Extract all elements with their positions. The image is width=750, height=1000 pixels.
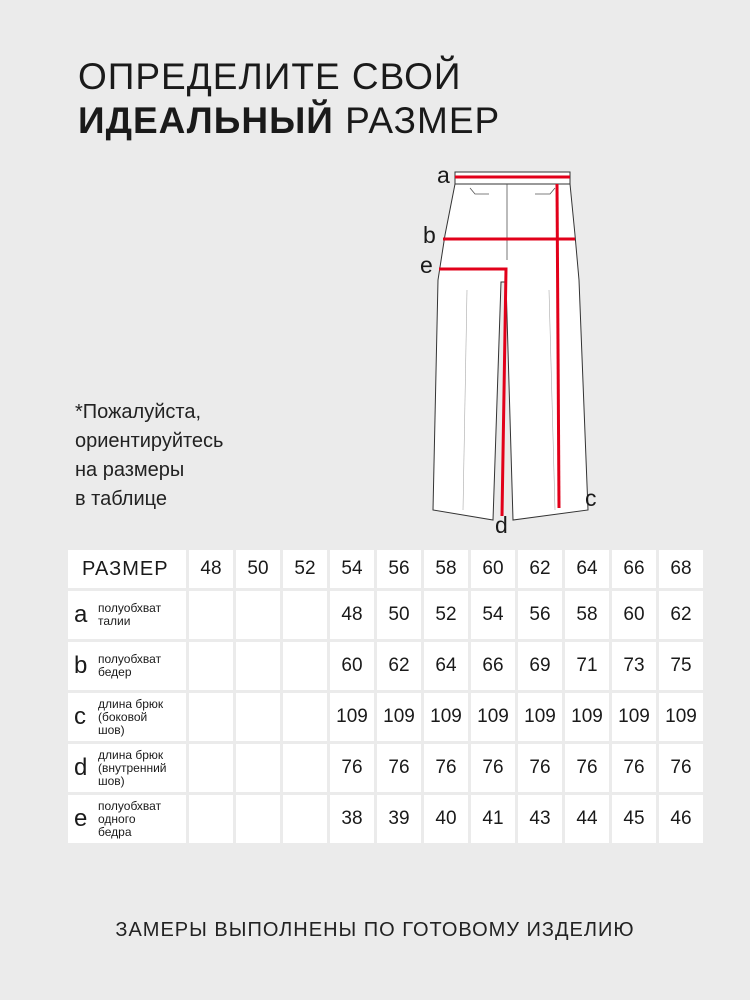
size-56: 56 bbox=[377, 550, 421, 588]
table-cell: 76 bbox=[612, 744, 656, 792]
table-cell: 76 bbox=[424, 744, 468, 792]
table-cell bbox=[283, 642, 327, 690]
table-cell: 60 bbox=[612, 591, 656, 639]
note-line-3: на размеры bbox=[75, 459, 185, 481]
table-cell: 76 bbox=[471, 744, 515, 792]
table-cell: 38 bbox=[330, 795, 374, 843]
table-cell: 45 bbox=[612, 795, 656, 843]
note-line-1: *Пожалуйста, bbox=[75, 401, 202, 423]
table-cell: 109 bbox=[377, 693, 421, 741]
table-cell bbox=[189, 642, 233, 690]
title-line-1: ОПРЕДЕЛИТЕ СВОЙ bbox=[78, 56, 462, 97]
table-cell: 52 bbox=[424, 591, 468, 639]
size-header-label: РАЗМЕР bbox=[68, 550, 186, 588]
table-cell: 66 bbox=[471, 642, 515, 690]
table-cell: 60 bbox=[330, 642, 374, 690]
table-row-b bbox=[68, 642, 703, 690]
table-cell bbox=[236, 591, 280, 639]
row-letter: b bbox=[74, 652, 88, 679]
size-table bbox=[65, 547, 706, 846]
table-row-a bbox=[68, 591, 703, 639]
title-line-2 bbox=[78, 99, 500, 143]
table-cell: 75 bbox=[659, 642, 703, 690]
table-cell: 43 bbox=[518, 795, 562, 843]
table-cell: 109 bbox=[330, 693, 374, 741]
table-cell bbox=[283, 591, 327, 639]
table-cell bbox=[189, 591, 233, 639]
table-cell: 109 bbox=[471, 693, 515, 741]
row-description: полуобхват бедер bbox=[98, 652, 162, 679]
table-cell: 39 bbox=[377, 795, 421, 843]
size-note bbox=[75, 398, 223, 514]
size-header-row bbox=[68, 550, 703, 588]
row-header-e bbox=[68, 795, 186, 843]
size-58: 58 bbox=[424, 550, 468, 588]
table-cell: 62 bbox=[659, 591, 703, 639]
trousers-diagram bbox=[405, 160, 620, 545]
table-cell: 62 bbox=[377, 642, 421, 690]
row-header-d bbox=[68, 744, 186, 792]
table-cell bbox=[189, 795, 233, 843]
table-cell: 50 bbox=[377, 591, 421, 639]
row-letter: a bbox=[74, 601, 88, 628]
label-c: c bbox=[585, 485, 597, 511]
table-cell: 76 bbox=[377, 744, 421, 792]
row-description: полуобхват талии bbox=[98, 601, 162, 628]
row-description: длина брюк (внутренний шов) bbox=[98, 747, 167, 788]
size-66: 66 bbox=[612, 550, 656, 588]
table-cell bbox=[283, 795, 327, 843]
table-cell: 73 bbox=[612, 642, 656, 690]
note-line-2: ориентируйтесь bbox=[75, 430, 224, 452]
table-row-c bbox=[68, 693, 703, 741]
table-cell: 76 bbox=[565, 744, 609, 792]
size-68: 68 bbox=[659, 550, 703, 588]
table-cell bbox=[283, 744, 327, 792]
table-cell: 109 bbox=[612, 693, 656, 741]
table-cell: 109 bbox=[518, 693, 562, 741]
label-e: e bbox=[420, 252, 433, 278]
table-cell: 71 bbox=[565, 642, 609, 690]
table-row-e bbox=[68, 795, 703, 843]
table-row-d bbox=[68, 744, 703, 792]
table-cell: 76 bbox=[330, 744, 374, 792]
size-50: 50 bbox=[236, 550, 280, 588]
table-cell: 76 bbox=[659, 744, 703, 792]
table-cell bbox=[236, 693, 280, 741]
title-bold: ИДЕАЛЬНЫЙ bbox=[78, 100, 334, 141]
size-64: 64 bbox=[565, 550, 609, 588]
label-b: b bbox=[423, 222, 436, 248]
table-cell bbox=[236, 744, 280, 792]
row-letter: c bbox=[74, 703, 86, 730]
size-62: 62 bbox=[518, 550, 562, 588]
row-description: полуобхват одного бедра bbox=[98, 798, 162, 839]
row-header-c bbox=[68, 693, 186, 741]
page-title bbox=[78, 55, 500, 143]
table-cell bbox=[236, 795, 280, 843]
size-48: 48 bbox=[189, 550, 233, 588]
row-header-b bbox=[68, 642, 186, 690]
table-cell: 44 bbox=[565, 795, 609, 843]
trousers-outline bbox=[433, 184, 588, 520]
row-letter: e bbox=[74, 805, 88, 832]
table-cell bbox=[189, 693, 233, 741]
table-cell: 54 bbox=[471, 591, 515, 639]
table-cell: 69 bbox=[518, 642, 562, 690]
size-54: 54 bbox=[330, 550, 374, 588]
table-cell bbox=[236, 642, 280, 690]
table-cell bbox=[283, 693, 327, 741]
note-line-4: в таблице bbox=[75, 488, 167, 510]
footer-note: ЗАМЕРЫ ВЫПОЛНЕНЫ ПО ГОТОВОМУ ИЗДЕЛИЮ bbox=[115, 919, 635, 941]
table-cell bbox=[189, 744, 233, 792]
table-cell: 76 bbox=[518, 744, 562, 792]
size-52: 52 bbox=[283, 550, 327, 588]
size-60: 60 bbox=[471, 550, 515, 588]
measure-c-line bbox=[557, 184, 559, 508]
row-description: длина брюк (боковой шов) bbox=[98, 696, 164, 737]
table-cell: 41 bbox=[471, 795, 515, 843]
table-cell: 46 bbox=[659, 795, 703, 843]
table-cell: 58 bbox=[565, 591, 609, 639]
table-cell: 109 bbox=[565, 693, 609, 741]
row-letter: d bbox=[74, 754, 88, 781]
row-header-a bbox=[68, 591, 186, 639]
title-rest: РАЗМЕР bbox=[333, 100, 501, 141]
table-cell: 109 bbox=[659, 693, 703, 741]
label-d: d bbox=[495, 512, 508, 538]
table-cell: 109 bbox=[424, 693, 468, 741]
table-cell: 56 bbox=[518, 591, 562, 639]
table-cell: 40 bbox=[424, 795, 468, 843]
label-a: a bbox=[437, 162, 450, 188]
table-cell: 64 bbox=[424, 642, 468, 690]
table-cell: 48 bbox=[330, 591, 374, 639]
